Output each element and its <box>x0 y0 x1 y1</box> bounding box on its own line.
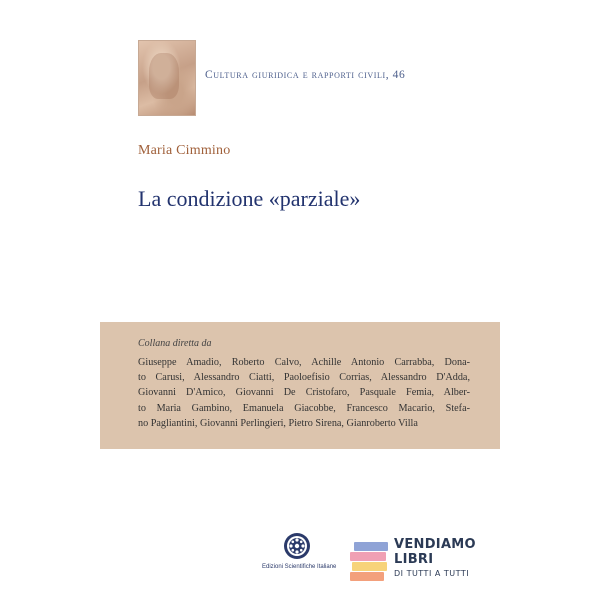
editors-names <box>138 355 470 431</box>
logo-stripe <box>350 572 384 581</box>
publisher-logo-icon <box>283 532 311 560</box>
editors-line: Giuseppe Amadio, Roberto Calvo, Achille Antonio Carrabba, Dona- <box>138 357 470 368</box>
author-name: Maria Cimmino <box>138 143 231 158</box>
vendiamo-libri-logo-icon <box>350 540 390 584</box>
badge-line-2: LIBRI <box>394 552 434 567</box>
editors-line: to Carusi, Alessandro Ciatti, Paoloefisio Corrias, Alessandro D'Adda, <box>138 372 470 384</box>
logo-stripe <box>352 562 387 571</box>
book-title: La condizione «parziale» <box>138 186 361 211</box>
cover-artwork <box>138 40 196 116</box>
badge-line-3: DI TUTTI A TUTTI <box>394 569 470 578</box>
series-title: Cultura giuridica e rapporti civili, 46 <box>205 69 406 81</box>
editors-panel <box>100 322 500 449</box>
editors-line: Giovanni D'Amico, Giovanni De Cristofaro, Pasquale Femia, Alber- <box>138 387 470 399</box>
editors-line: no Pagliantini, Giovanni Perlingieri, Pietro Sirena, Gianroberto Villa <box>138 417 418 429</box>
badge-line-1: VENDIAMO <box>394 537 476 552</box>
editors-label: Collana diretta da <box>138 338 212 349</box>
logo-stripe <box>354 542 388 551</box>
publisher-name: Edizioni Scientifiche Italiane <box>262 564 337 570</box>
logo-stripe <box>350 552 386 561</box>
editors-line: to Maria Gambino, Emanuela Giacobbe, Francesco Macario, Stefa- <box>138 402 470 414</box>
